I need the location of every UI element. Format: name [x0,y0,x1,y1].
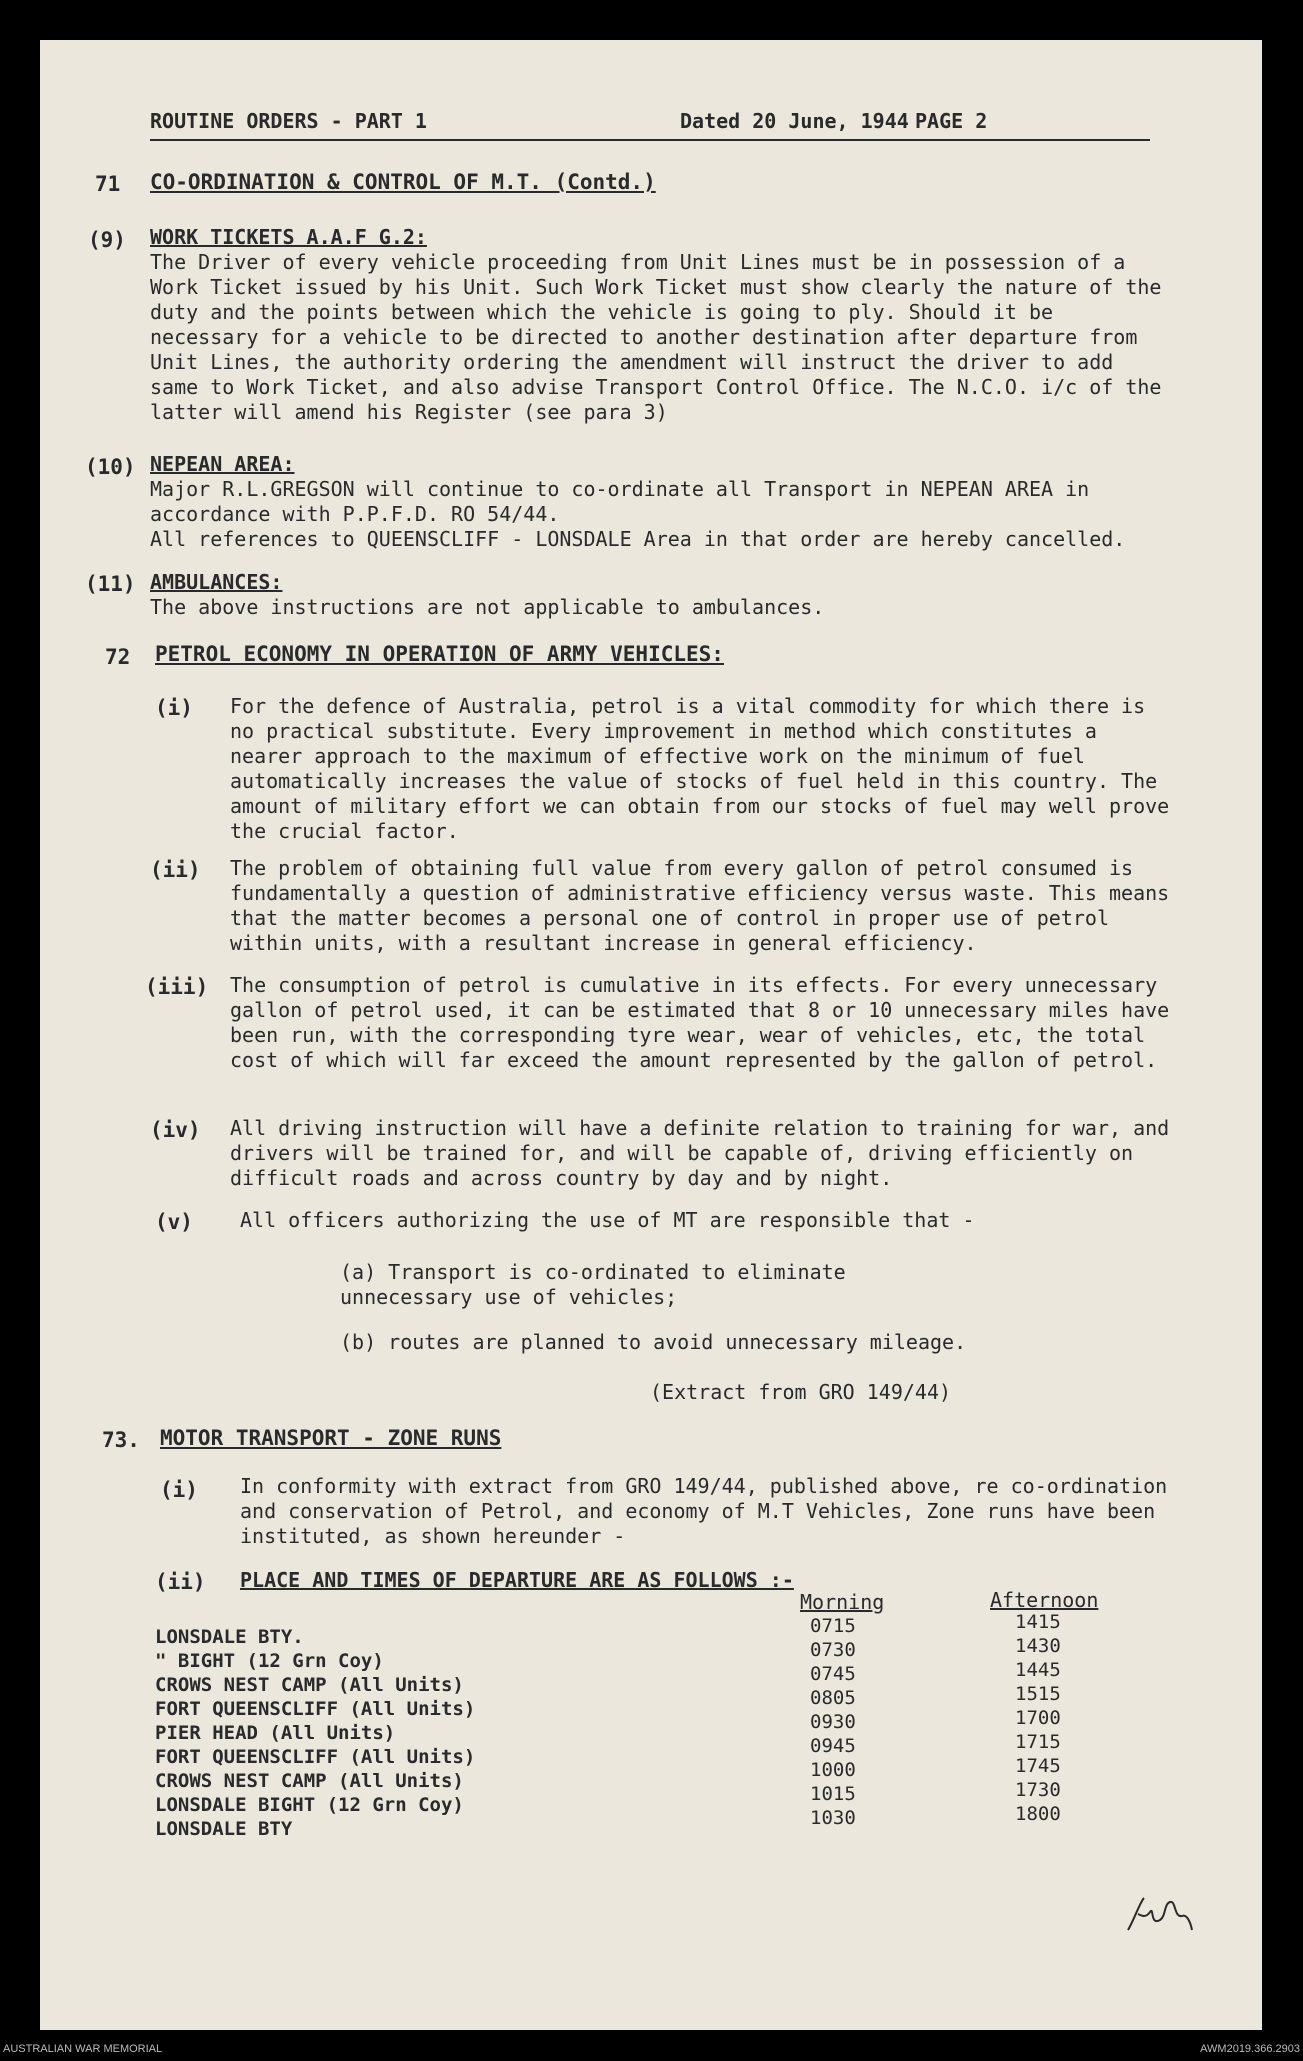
morning-time: 0930 [810,1711,856,1733]
morning-time: 0805 [810,1687,856,1709]
place-row: FORT QUEENSCLIFF (All Units) [155,1698,476,1720]
item-i-text: For the defence of Australia, petrol is a vital commodity for which there is no practical substitute. Every improvement in method which constitutes a nearer approach to the maximum of effective work on the minimum of fuel automatically increases the value of stocks of fuel held in this country. The amount of military effort we can obtain from our stocks of fuel may well prove the crucial factor. [230,694,1170,843]
item-iii-text: The consumption of petrol is cumulative in its effects. For every unnecessary gallon of petrol used, it can be estimated that 8 or 10 unnecessary miles have been run, with the corresponding tyre wear, wear of vehicles, etc, the total cost of which will far exceed the amount represented by the gallon of petrol. [230,973,1170,1072]
item-iv-text: All driving instruction will have a definite relation to training for war, and drivers will be trained for, and will be capable of, driving efficiently on difficult roads and across country by day and by night. [230,1116,1170,1190]
handwritten-initials-signature [1120,1890,1200,1940]
header-date: Dated 20 June, 1944 [680,109,909,133]
place-row: CROWS NEST CAMP (All Units) [155,1770,464,1792]
item-iv-number: (iv) [150,1118,201,1142]
place-row: LONSDALE BTY. [155,1626,304,1648]
para-9-number: (9) [88,228,126,252]
sub-item-a: (a) Transport is co-ordinated to eliminate unnecessary use of vehicles; [340,1260,846,1309]
section-73-title: MOTOR TRANSPORT - ZONE RUNS [160,1426,502,1450]
zone-item-i-text: In conformity with extract from GRO 149/44, published above, re co-ordination and conservation of Petrol, and economy of M.T Vehicles, Zone runs have been instituted, as shown hereunder - [240,1474,1168,1548]
morning-column-header: Morning [800,1590,885,1614]
para-10-heading: NEPEAN AREA: [150,452,295,476]
para-10-text: Major R.L.GREGSON will continue to co-ordinate all Transport in NEPEAN AREA in accordance with P.P.F.D. RO 54/44. [150,477,1090,526]
morning-time: 0745 [810,1663,856,1685]
page-header [150,103,1150,141]
extract-reference: (Extract from GRO 149/44) [650,1380,952,1404]
afternoon-time: 1415 [1015,1611,1061,1633]
place-row: CROWS NEST CAMP (All Units) [155,1674,464,1696]
afternoon-time: 1430 [1015,1635,1061,1657]
zone-item-ii-number: (ii) [155,1570,206,1594]
section-73-number: 73. [102,1428,140,1452]
sub-item-b: (b) routes are planned to avoid unnecessary mileage. [340,1330,967,1354]
afternoon-column-header: Afternoon [990,1588,1099,1612]
afternoon-time: 1800 [1015,1803,1061,1825]
place-row: LONSDALE BTY [155,1818,293,1840]
section-72-number: 72 [105,645,131,669]
zone-item-ii-heading: PLACE AND TIMES OF DEPARTURE ARE AS FOLLOWS :- [240,1568,794,1592]
departure-places [155,1625,475,1841]
item-ii-text: The problem of obtaining full value from every gallon of petrol consumed is fundamentally a question of administrative efficiency versus waste. This means that the matter becomes a personal one of control in proper use of petrol within units, with a resultant increase in general efficiency. [230,856,1170,955]
morning-time: 1030 [810,1807,856,1829]
afternoon-times [1015,1610,1061,1826]
place-row: " BIGHT (12 Grn Coy) [155,1650,384,1672]
section-72-title: PETROL ECONOMY IN OPERATION OF ARMY VEHICLES: [155,642,724,666]
afternoon-time: 1715 [1015,1731,1061,1753]
afternoon-time: 1700 [1015,1707,1061,1729]
place-row: PIER HEAD (All Units) [155,1722,396,1744]
morning-time: 0715 [810,1615,856,1637]
afternoon-time: 1445 [1015,1659,1061,1681]
document-page [40,40,1262,2030]
para-11-number: (11) [85,572,136,596]
item-v-number: (v) [155,1210,193,1234]
header-page: PAGE 2 [915,109,988,133]
item-i-number: (i) [155,696,193,720]
place-row: LONSDALE BIGHT (12 Grn Coy) [155,1794,464,1816]
afternoon-time: 1745 [1015,1755,1061,1777]
place-row: FORT QUEENSCLIFF (All Units) [155,1746,476,1768]
afternoon-time: 1730 [1015,1779,1061,1801]
section-71-title: CO-ORDINATION & CONTROL OF M.T. (Contd.) [150,170,656,194]
para-9-text: The Driver of every vehicle proceeding from Unit Lines must be in possession of a Work Ticket issued by his Unit. Such Work Ticket must show clearly the nature of the duty and the points between which the vehicle is going to ply. Should it be necessary for a vehicle to be directed to another destination after departure from Unit Lines, the authority ordering the amendment will instruct the driver to add same to Work Ticket, and also advise Transport Control Office. The N.C.O. i/c of the latter will amend his Register (see para 3) [150,250,1162,424]
footer-archive-name: AUSTRALIAN WAR MEMORIAL [3,2043,163,2055]
morning-time: 1015 [810,1783,856,1805]
para-10-number: (10) [85,455,136,479]
para-9-heading: WORK TICKETS A.A.F G.2: [150,225,427,249]
morning-time: 0730 [810,1639,856,1661]
para-11-text: The above instructions are not applicable to ambulances. [150,595,825,619]
morning-time: 0945 [810,1735,856,1757]
item-v-text: All officers authorizing the use of MT are responsible that - [240,1208,975,1232]
item-iii-number: (iii) [145,975,209,999]
header-title: ROUTINE ORDERS - PART 1 [150,109,427,133]
para-10-text-2: All references to QUEENSCLIFF - LONSDALE Area in that order are hereby cancelled. [150,527,1126,551]
morning-time: 1000 [810,1759,856,1781]
footer-catalogue-number: AWM2019.366.2903 [1200,2043,1300,2055]
para-11-heading: AMBULANCES: [150,570,283,594]
zone-item-i-number: (i) [160,1478,198,1502]
item-ii-number: (ii) [150,858,201,882]
section-71-number: 71 [95,172,121,196]
morning-times [810,1614,856,1830]
afternoon-time: 1515 [1015,1683,1061,1705]
